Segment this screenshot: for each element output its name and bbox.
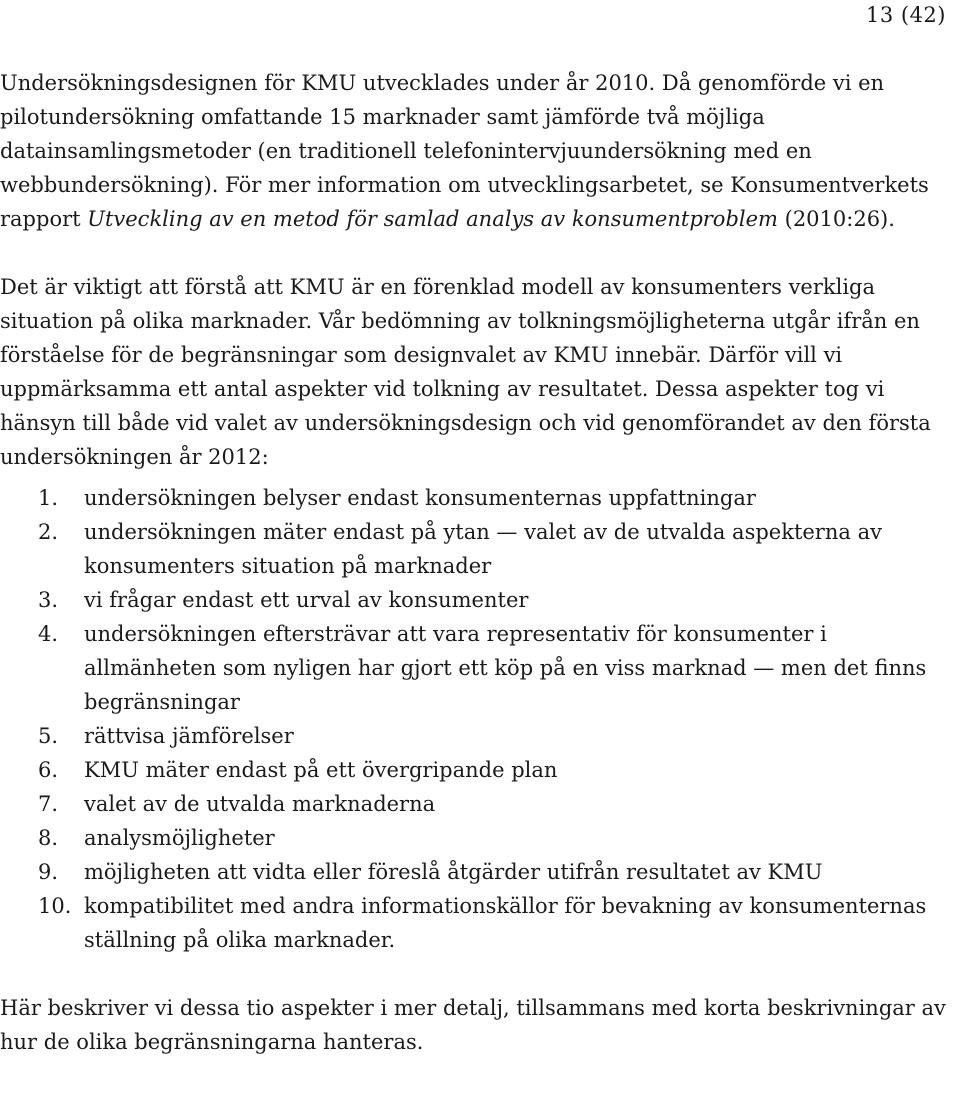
list-item-number: 1. — [38, 486, 59, 510]
list-item — [0, 753, 956, 787]
list-item-text: valet av de utvalda marknaderna — [84, 792, 436, 816]
list-item-text: vi frågar endast ett urval av konsumenter — [84, 588, 529, 612]
list-item-number: 6. — [38, 758, 59, 782]
list-item-number: 3. — [38, 588, 59, 612]
list-item-number: 8. — [38, 826, 59, 850]
paragraph-survey-design-text: Undersökningsdesignen för KMU utvecklades under år 2010. Då genomförde vi en pilotundersökning omfattande 15 marknader samt jämförde två möjliga datainsamlingsmetoder (en traditionell telefonintervjuundersökning med en webbundersökning). För mer information om utvecklingsarbetet, se Konsumentverkets rapport — [0, 71, 929, 231]
paragraph-survey-design — [0, 66, 956, 236]
list-item-number: 7. — [38, 792, 59, 816]
list-item-text: analysmöjligheter — [84, 826, 275, 850]
list-item-number: 9. — [38, 860, 59, 884]
aspects-list — [0, 481, 956, 957]
document-body — [0, 66, 956, 1059]
page-number: 13 (42) — [865, 3, 946, 27]
list-item-text: undersökningen mäter endast på ytan — valet av de utvalda aspekterna av konsumenters situation på marknader — [84, 520, 882, 578]
list-item — [0, 855, 956, 889]
paragraph-summary: Här beskriver vi dessa tio aspekter i mer detalj, tillsammans med korta beskrivningar av hur de olika begränsningarna hanteras. — [0, 996, 946, 1054]
report-title: Utveckling av en metod för samlad analys av konsumentproblem — [87, 207, 778, 231]
list-item-text: KMU mäter endast på ett övergripande plan — [84, 758, 558, 782]
list-item-number: 2. — [38, 520, 59, 544]
list-item-number: 10. — [38, 894, 72, 918]
list-item-number: 5. — [38, 724, 59, 748]
list-item-text: undersökningen eftersträvar att vara representativ för konsumenter i allmänheten som nyligen har gjort ett köp på en viss marknad — men det finns begränsningar — [84, 622, 927, 714]
paragraph-interpretation: Det är viktigt att förstå att KMU är en förenklad modell av konsumenters verkliga situation på olika marknader. Vår bedömning av tolkningsmöjligheterna utgår ifrån en förståelse för de begränsningar som designvalet av KMU innebär. Därför vill vi uppmärksamma ett antal aspekter vid tolkning av resultatet. Dessa aspekter tog vi hänsyn till både vid valet av undersökningsdesign och vid genomförandet av den första undersökningen år 2012: — [0, 275, 931, 469]
list-item — [0, 787, 956, 821]
list-item — [0, 889, 956, 957]
list-item-number: 4. — [38, 622, 59, 646]
list-item — [0, 617, 956, 719]
list-item — [0, 583, 956, 617]
list-item-text: möjligheten att vidta eller föreslå åtgärder utifrån resultatet av KMU — [84, 860, 823, 884]
list-item — [0, 515, 956, 583]
report-reference: (2010:26). — [777, 207, 895, 231]
list-item — [0, 719, 956, 753]
list-item-text: rättvisa jämförelser — [84, 724, 294, 748]
list-item — [0, 821, 956, 855]
list-item — [0, 481, 956, 515]
list-item-text: kompatibilitet med andra informationskällor för bevakning av konsumenternas ställning på olika marknader. — [84, 894, 927, 952]
list-item-text: undersökningen belyser endast konsumenternas uppfattningar — [84, 486, 756, 510]
